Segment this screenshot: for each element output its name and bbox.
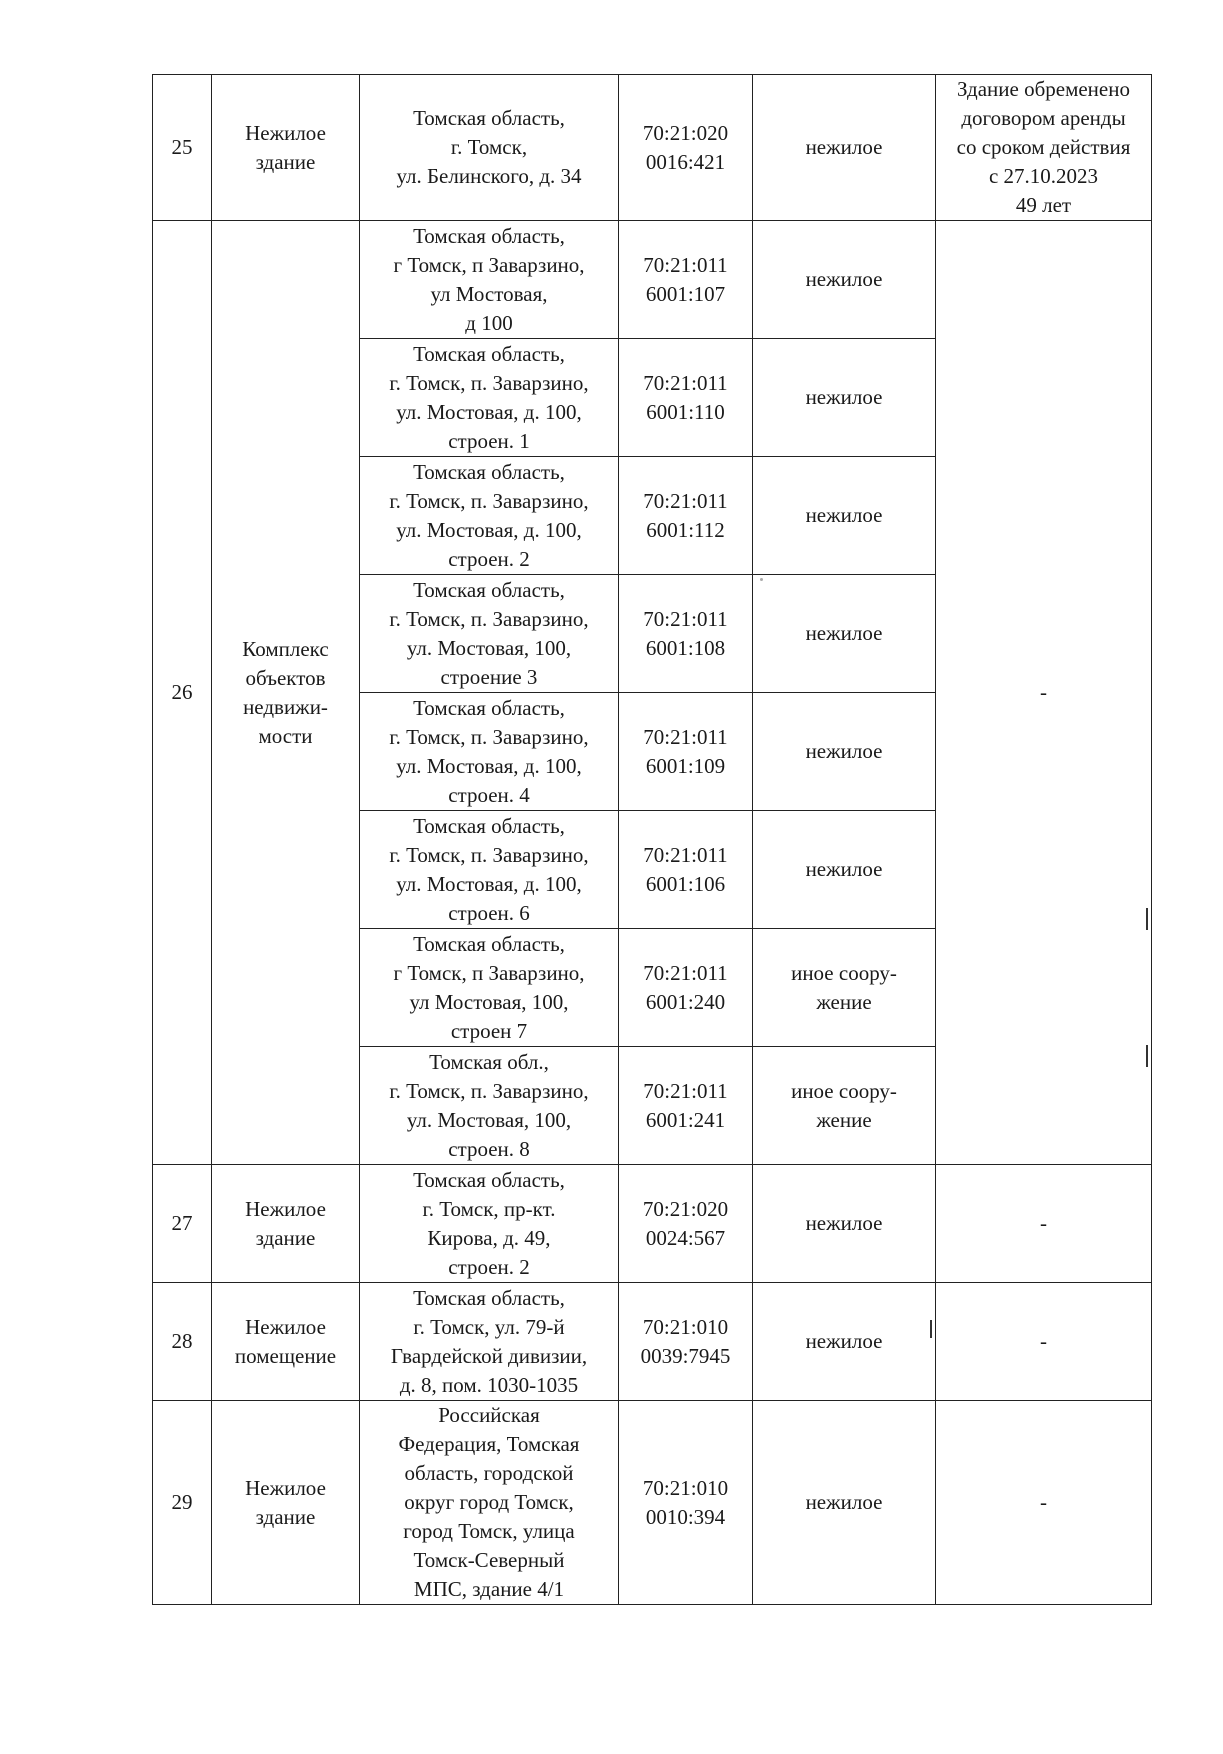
purpose-cell: нежилое <box>753 339 936 457</box>
scan-artifact-mark <box>930 1320 932 1338</box>
address-cell: Томская область, г. Томск, п. Заварзино, ул. Мостовая, д. 100, строен. 2 <box>360 457 619 575</box>
row-number-cell: 25 <box>153 75 212 221</box>
table-row-29 <box>153 1401 1152 1605</box>
address-cell: Томская область, г. Томск, ул. Белинского, д. 34 <box>360 75 619 221</box>
purpose-cell: нежилое <box>753 457 936 575</box>
purpose-cell: нежилое <box>753 693 936 811</box>
address-cell: Российская Федерация, Томская область, городской округ город Томск, город Томск, улица Томск-Северный МПС, здание 4/1 <box>360 1401 619 1605</box>
cadastral-number-cell: 70:21:011 6001:107 <box>619 221 753 339</box>
purpose-cell: нежилое <box>753 75 936 221</box>
address-cell: Томская область, г. Томск, п. Заварзино, ул. Мостовая, д. 100, строен. 4 <box>360 693 619 811</box>
address-cell: Томская область, г. Томск, п. Заварзино, ул. Мостовая, 100, строение 3 <box>360 575 619 693</box>
object-name-cell: Комплекс объектов недвижи- мости <box>212 221 360 1165</box>
encumbrance-cell: - <box>936 1165 1152 1283</box>
cadastral-number-cell: 70:21:020 0024:567 <box>619 1165 753 1283</box>
object-name-cell: Нежилое здание <box>212 1401 360 1605</box>
encumbrance-cell: Здание обременено договором аренды со сроком действия с 27.10.2023 49 лет <box>936 75 1152 221</box>
address-cell: Томская обл., г. Томск, п. Заварзино, ул. Мостовая, 100, строен. 8 <box>360 1047 619 1165</box>
cadastral-number-cell: 70:21:011 6001:110 <box>619 339 753 457</box>
purpose-cell: нежилое <box>753 811 936 929</box>
object-name-cell: Нежилое здание <box>212 1165 360 1283</box>
address-cell: Томская область, г Томск, п Заварзино, ул Мостовая, 100, строен 7 <box>360 929 619 1047</box>
row-number-cell: 28 <box>153 1283 212 1401</box>
encumbrance-cell: - <box>936 221 1152 1165</box>
cadastral-number-cell: 70:21:020 0016:421 <box>619 75 753 221</box>
table-row-26-item-1 <box>153 221 1152 339</box>
object-name-cell: Нежилое помещение <box>212 1283 360 1401</box>
cadastral-number-cell: 70:21:011 6001:112 <box>619 457 753 575</box>
encumbrance-cell: - <box>936 1401 1152 1605</box>
purpose-cell: нежилое <box>753 1401 936 1605</box>
cadastral-number-cell: 70:21:011 6001:106 <box>619 811 753 929</box>
purpose-cell: нежилое <box>753 1165 936 1283</box>
address-cell: Томская область, г Томск, п Заварзино, ул Мостовая, д 100 <box>360 221 619 339</box>
table-row-27 <box>153 1165 1152 1283</box>
address-cell: Томская область, г. Томск, пр-кт. Кирова, д. 49, строен. 2 <box>360 1165 619 1283</box>
cadastral-number-cell: 70:21:011 6001:108 <box>619 575 753 693</box>
row-number-cell: 26 <box>153 221 212 1165</box>
address-cell: Томская область, г. Томск, п. Заварзино, ул. Мостовая, д. 100, строен. 6 <box>360 811 619 929</box>
address-cell: Томская область, г. Томск, п. Заварзино, ул. Мостовая, д. 100, строен. 1 <box>360 339 619 457</box>
purpose-cell: нежилое <box>753 221 936 339</box>
purpose-cell: иное соору- жение <box>753 929 936 1047</box>
row-number-cell: 27 <box>153 1165 212 1283</box>
scan-artifact-mark <box>1146 908 1148 930</box>
purpose-cell: нежилое <box>753 1283 936 1401</box>
property-registry-table <box>152 74 1152 1605</box>
table-row-25 <box>153 75 1152 221</box>
scan-artifact-mark <box>1146 1045 1148 1067</box>
purpose-cell: иное соору- жение <box>753 1047 936 1165</box>
address-cell: Томская область, г. Томск, ул. 79-й Гвардейской дивизии, д. 8, пом. 1030-1035 <box>360 1283 619 1401</box>
cadastral-number-cell: 70:21:011 6001:241 <box>619 1047 753 1165</box>
row-number-cell: 29 <box>153 1401 212 1605</box>
purpose-cell: нежилое <box>753 575 936 693</box>
object-name-cell: Нежилое здание <box>212 75 360 221</box>
cadastral-number-cell: 70:21:010 0010:394 <box>619 1401 753 1605</box>
cadastral-number-cell: 70:21:011 6001:240 <box>619 929 753 1047</box>
scan-artifact-dot <box>760 578 763 581</box>
cadastral-number-cell: 70:21:010 0039:7945 <box>619 1283 753 1401</box>
table-row-28 <box>153 1283 1152 1401</box>
cadastral-number-cell: 70:21:011 6001:109 <box>619 693 753 811</box>
encumbrance-cell: - <box>936 1283 1152 1401</box>
